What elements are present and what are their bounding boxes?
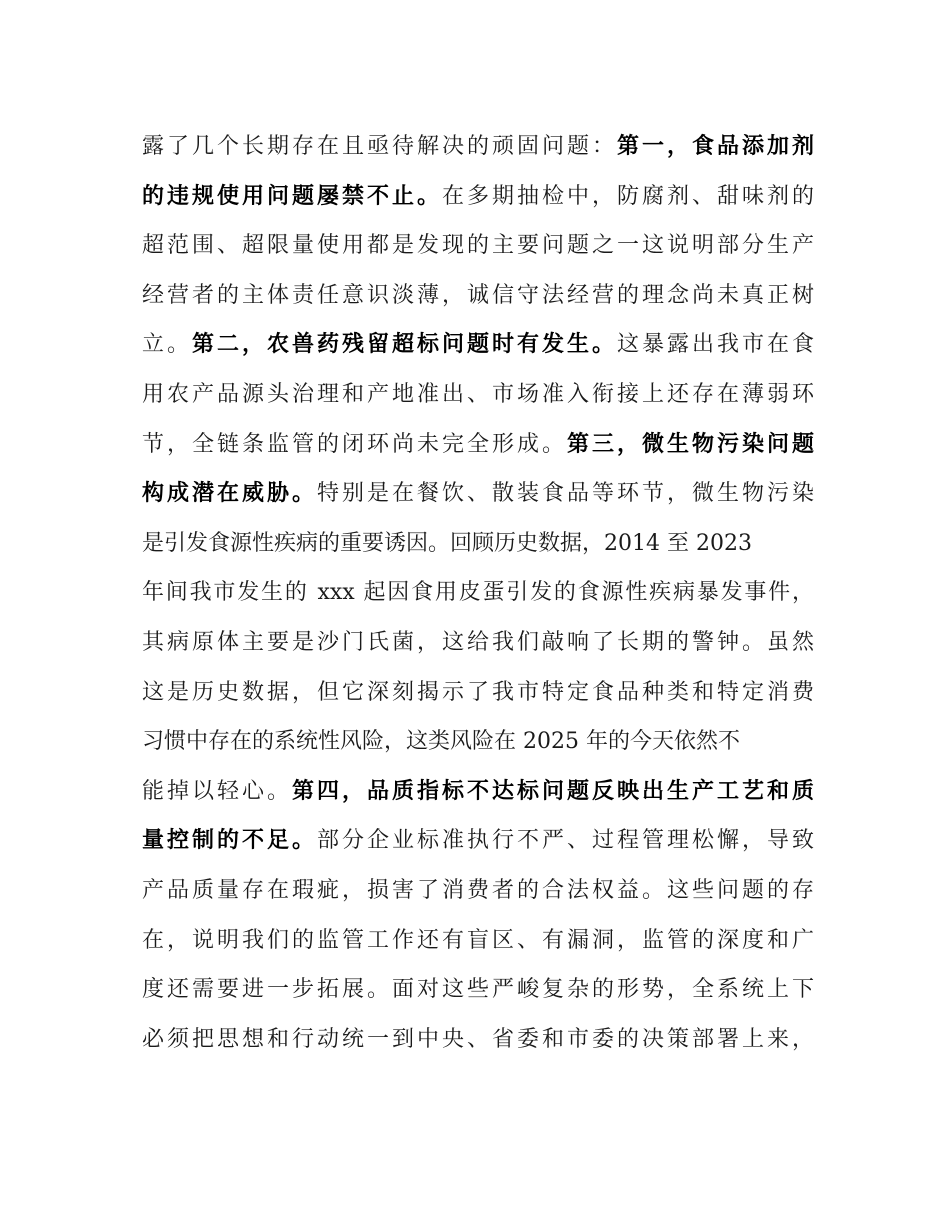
body-paragraph [142,122,814,1064]
bold-heading-segment: 第一，食品添加剂 [616,134,814,159]
text-segment: 经营者的主体责任意识淡薄，诚信守法经营的理念尚未真正树 [142,282,814,308]
text-segment: 超范围、超限量使用都是发现的主要问题之一这说明部分生产 [142,233,814,259]
text-segment: 用农产品源头治理和产地准出、市场准入衔接上还存在薄弱环 [142,381,814,407]
text-segment: 在多期抽检中，防腐剂、甜味剂的 [442,183,814,209]
text-line [142,767,814,817]
text-segment: 其病原体主要是沙门氏菌，这给我们敲响了长期的警钟。虽然 [142,629,814,655]
text-segment: 度还需要进一步拓展。面对这些严峻复杂的形势，全系统上下 [142,977,814,1003]
text-line [142,1015,814,1065]
text-segment: 必须把思想和行动统一到中央、省委和市委的决策部署上来， [142,1026,814,1052]
text-line [142,221,814,271]
text-line [142,916,814,966]
text-line [142,965,814,1015]
text-line [142,122,814,172]
text-segment: 习惯中存在的系统性风险，这类风险在 2025 年的今天依然不 [142,729,740,755]
text-line [142,370,814,420]
text-line [142,568,814,618]
text-segment: 部分企业标准执行不严、过程管理松懈，导致 [317,828,814,854]
text-line [142,816,814,866]
text-segment: 能掉以轻心。 [142,778,292,804]
text-segment: 是引发食源性疾病的重要诱因。回顾历史数据，2014 至 2023 [142,530,752,556]
bold-heading-segment: 的违规使用问题屡禁不止。 [142,183,442,209]
text-line [142,271,814,321]
bold-heading-segment: 第二，农兽药残留超标问题时有发生。 [192,332,617,358]
text-segment: 产品质量存在瑕疵，损害了消费者的合法权益。这些问题的存 [142,877,814,903]
bold-heading-segment: 量控制的不足。 [142,828,317,854]
text-segment: 这暴露出我市在食 [616,332,814,358]
text-segment: 节，全链条监管的闭环尚未完全形成。 [142,431,567,457]
bold-heading-segment: 第三，微生物污染问题 [566,431,814,457]
text-segment: 年间我市发生的 xxx 起因食用皮蛋引发的食源性疾病暴发事件， [142,580,814,606]
text-segment: 立。 [142,332,192,358]
text-line [142,172,814,222]
text-segment: 这是历史数据，但它深刻揭示了我市特定食品种类和特定消费 [142,679,814,705]
text-line [142,420,814,470]
text-segment: 在，说明我们的监管工作还有盲区、有漏洞，监管的深度和广 [142,927,814,953]
text-line [142,866,814,916]
bold-heading-segment: 第四，品质指标不达标问题反映出生产工艺和质 [292,778,814,804]
text-line [142,717,814,767]
text-segment: 特别是在餐饮、散装食品等环节，微生物污染 [317,481,814,507]
text-line [142,320,814,370]
text-line [142,469,814,519]
text-line [142,618,814,668]
bold-heading-segment: 构成潜在威胁。 [142,481,317,507]
text-line [142,519,814,569]
text-line [142,668,814,718]
text-segment: 露了几个长期存在且亟待解决的顽固问题： [142,134,617,159]
